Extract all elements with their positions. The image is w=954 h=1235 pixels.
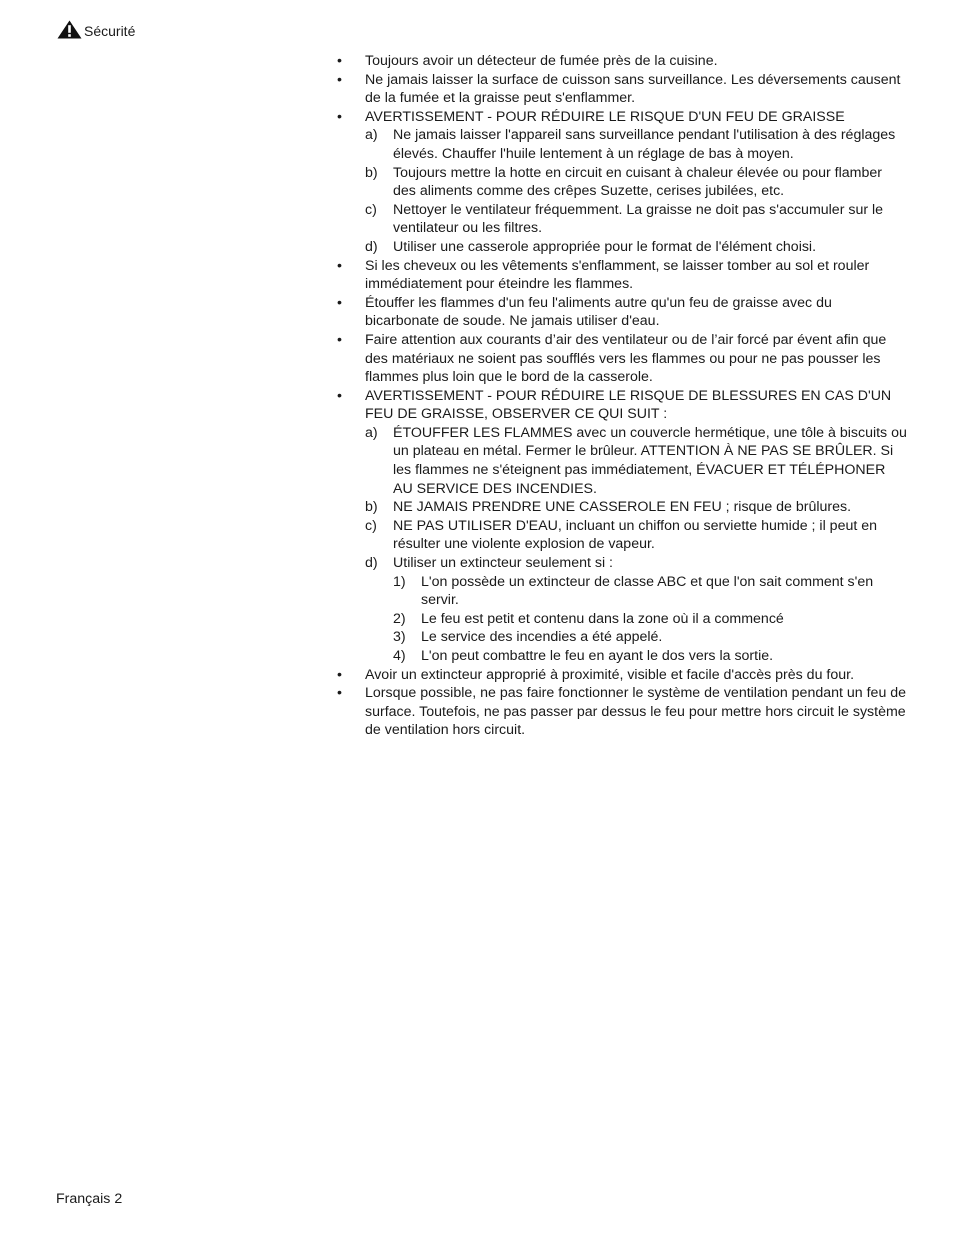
item-text: Toujours avoir un détecteur de fumée près de la cuisine. [365, 53, 718, 69]
item-text: NE JAMAIS PRENDRE UNE CASSEROLE EN FEU ; risque de brûlures. [393, 499, 852, 516]
item-marker: b) [365, 164, 378, 181]
item-text: Le feu est petit et contenu dans la zone où il a commencé [421, 610, 784, 627]
sub-item [337, 126, 907, 163]
item-text: Si les cheveux ou les vêtements s'enflamment, se laisser tomber au sol et rouler immédiatement pour éteindre les flammes. [365, 257, 870, 293]
item-marker: • [337, 666, 342, 683]
item-marker: • [337, 53, 342, 69]
sub-item [337, 517, 907, 554]
item-marker: • [337, 685, 342, 702]
item-text: L'on possède un extincteur de classe ABC et que l'on sait comment s'en servir. [421, 573, 874, 609]
page-footer: Français 2 [56, 1191, 123, 1207]
item-text: Étouffer les flammes d'un feu l'aliments autre qu'un feu de graisse avec du bicarbonate de soude. Ne jamais utiliser d'eau. [365, 294, 832, 330]
sub-item [337, 201, 907, 238]
item-text: L'on peut combattre le feu en ayant le dos vers la sortie. [421, 648, 774, 664]
bullet-item [337, 294, 907, 331]
item-marker: 4) [393, 648, 406, 664]
section-header [57, 20, 135, 39]
warning-triangle-icon [57, 20, 84, 39]
item-text: Utiliser une casserole appropriée pour le format de l'élément choisi. [393, 238, 817, 255]
item-marker: • [337, 71, 342, 88]
sub-item [337, 554, 907, 573]
item-text: NE PAS UTILISER D'EAU, incluant un chiffon ou serviette humide ; il peut en résulter une violente explosion de vapeur. [393, 517, 878, 553]
item-text: Ne jamais laisser l'appareil sans surveillance pendant l'utilisation à des réglages élevés. Chauffer l'huile lentement à un réglage de bas à moyen. [393, 127, 896, 162]
bullet-item [337, 257, 907, 294]
item-text: AVERTISSEMENT - POUR RÉDUIRE LE RISQUE DE BLESSURES EN CAS D'UN FEU DE GRAISSE, OBSERVER CE QUI SUIT : [365, 387, 892, 423]
item-marker: • [337, 294, 342, 311]
item-marker: c) [365, 517, 377, 534]
item-text: Toujours mettre la hotte en circuit en cuisant à chaleur élevée ou pour flamber des aliments comme des crêpes Suzette, cerises jubilées, etc. [393, 164, 882, 200]
safety-instructions-list [337, 52, 907, 740]
item-marker: 2) [393, 610, 406, 627]
item-marker: • [337, 257, 342, 274]
sub-item [337, 498, 907, 517]
item-marker: 3) [393, 629, 406, 646]
bullet-item [337, 331, 907, 387]
item-text: Nettoyer le ventilateur fréquemment. La graisse ne doit pas s'accumuler sur le ventilateur ou les filtres. [393, 201, 884, 237]
item-marker: • [337, 108, 342, 125]
bullet-item [337, 684, 907, 740]
sub-sub-item [337, 628, 907, 647]
bullet-item [337, 387, 907, 424]
item-text: ÉTOUFFER LES FLAMMES avec un couvercle hermétique, une tôle à biscuits ou un plateau en métal. Fermer le brûleur. ATTENTION À NE PAS SE BRÛLER. Si les flammes ne s'éteignent pas immédiatement, ÉVACUER ET TÉLÉPHONER AU SERVICE DES INCENDIES. [393, 424, 907, 497]
item-marker: • [337, 331, 342, 348]
item-marker: c) [365, 201, 377, 218]
item-marker: d) [365, 238, 378, 255]
item-text: Lorsque possible, ne pas faire fonctionner le système de ventilation pendant un feu de surface. Toutefois, ne pas passer par dessus le feu pour mettre hors circuit le système de ventilation hors circuit. [365, 685, 907, 739]
item-marker: a) [365, 424, 378, 441]
item-marker: b) [365, 499, 378, 516]
item-text: Utiliser un extincteur seulement si : [393, 555, 613, 572]
item-text: AVERTISSEMENT - POUR RÉDUIRE LE RISQUE D'UN FEU DE GRAISSE [365, 108, 845, 125]
item-text: Le service des incendies a été appelé. [421, 629, 663, 646]
bullet-item [337, 71, 907, 108]
sub-item [337, 164, 907, 201]
item-text: Faire attention aux courants d’air des ventilateur ou de l’air forcé par évent afin que des matériaux ne soient pas soufflés vers les flammes ou pour ne pas pousser les flammes plus loin que le bord de la casserole. [365, 331, 887, 386]
item-text: Avoir un extincteur approprié à proximité, visible et facile d'accès près du four. [365, 666, 855, 683]
item-marker: d) [365, 555, 378, 572]
sub-sub-item [337, 610, 907, 629]
sub-sub-item [337, 647, 907, 666]
item-marker: 1) [393, 573, 406, 590]
bullet-item [337, 666, 907, 685]
item-marker: a) [365, 127, 378, 144]
sub-item [337, 424, 907, 498]
sub-item [337, 238, 907, 257]
bullet-item [337, 108, 907, 127]
sub-sub-item [337, 573, 907, 610]
item-marker: • [337, 387, 342, 404]
bullet-item [337, 52, 907, 71]
section-title: Sécurité [84, 23, 136, 39]
item-text: Ne jamais laisser la surface de cuisson sans surveillance. Les déversements causent de la fumée et la graisse peut s'enflammer. [365, 71, 901, 107]
